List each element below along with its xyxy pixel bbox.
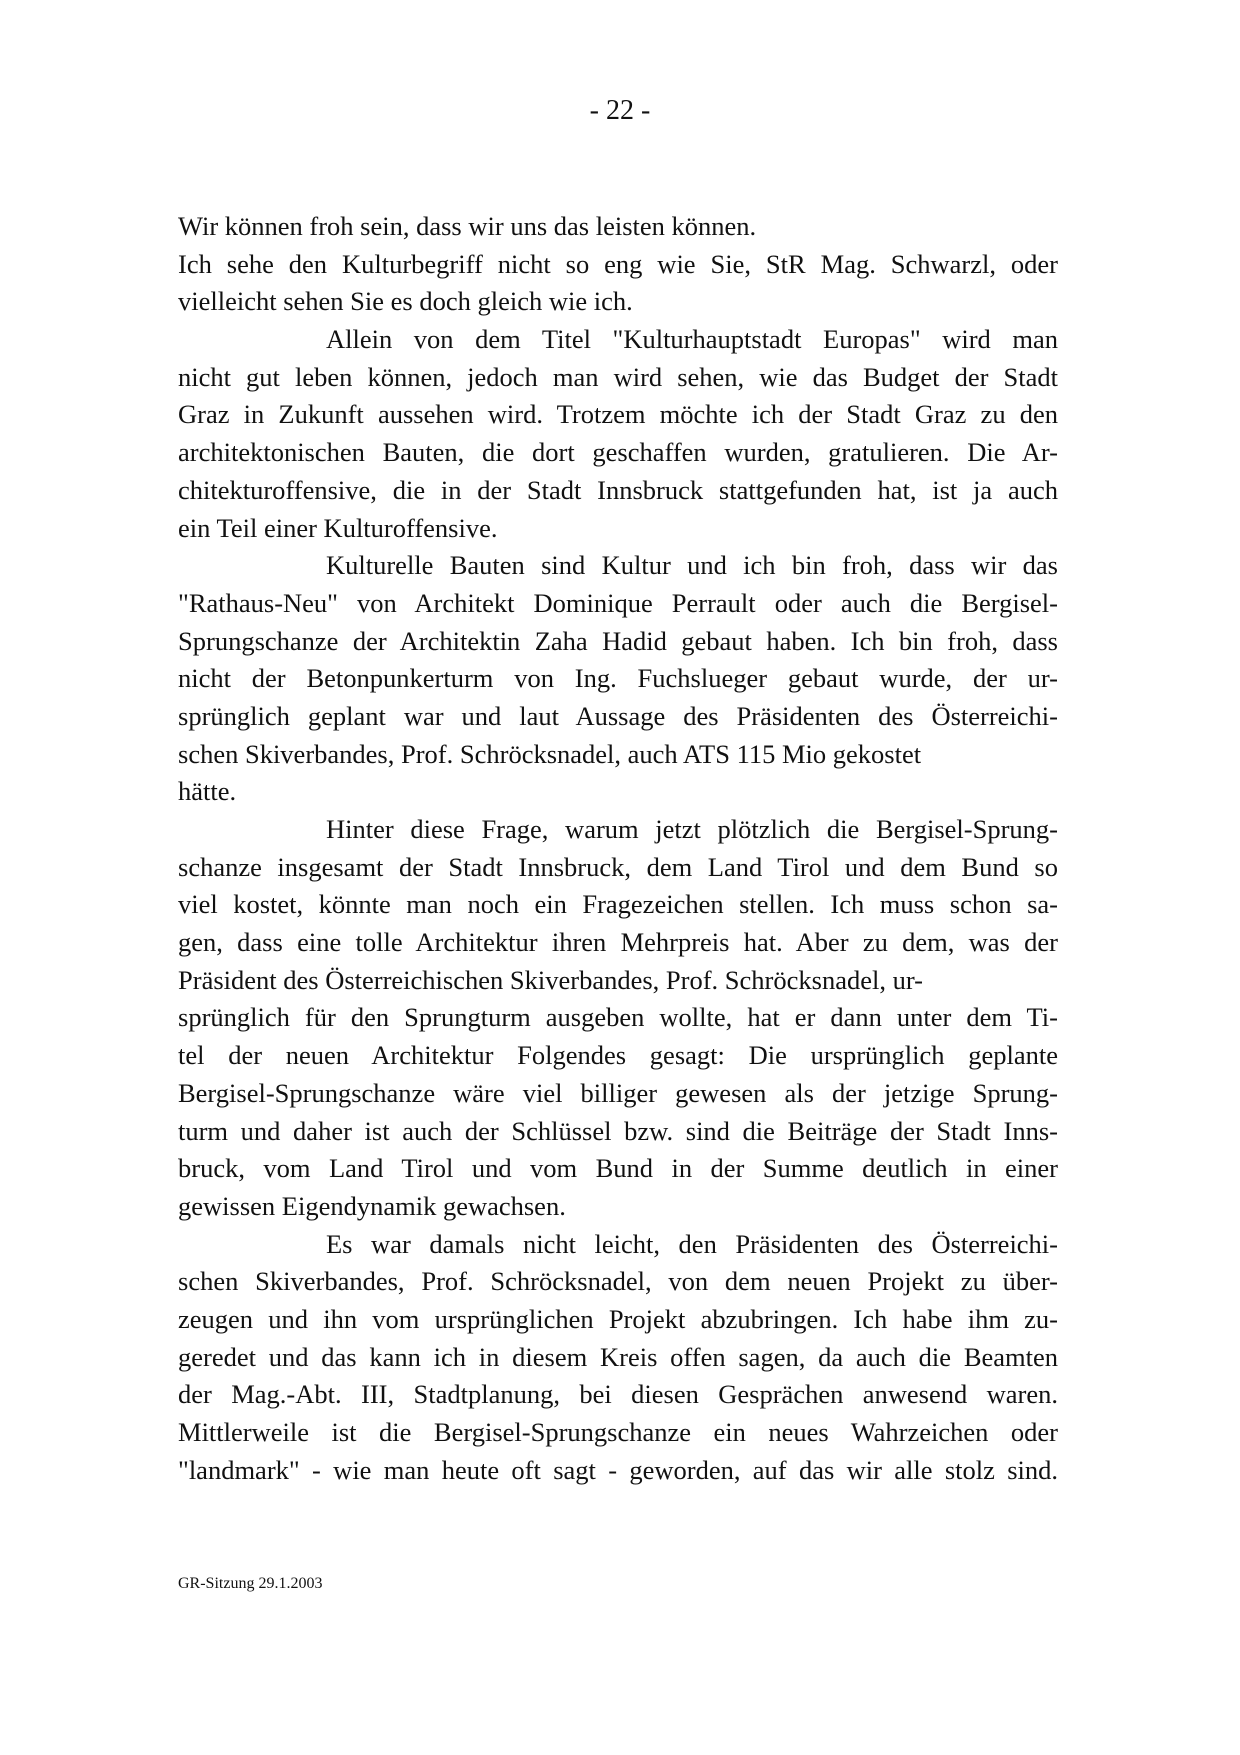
text-line: gen, dass eine tolle Architektur ihren Mehrpreis hat. Aber zu dem, was der (178, 927, 1058, 958)
text-line: Kulturelle Bauten sind Kultur und ich bin froh, dass wir das (326, 550, 1058, 581)
text-line: hätte. (178, 776, 237, 807)
text-line: architektonischen Bauten, die dort geschaffen wurden, gratulieren. Die Ar- (178, 437, 1058, 468)
text-line: tel der neuen Architektur Folgendes gesagt: Die ursprünglich geplante (178, 1040, 1058, 1071)
text-line: turm und daher ist auch der Schlüssel bzw. sind die Beiträge der Stadt Inns- (178, 1115, 1058, 1146)
text-line: geredet und das kann ich in diesem Kreis offen sagen, da auch die Beamten (178, 1341, 1058, 1372)
text-line: ein Teil einer Kulturoffensive. (178, 512, 498, 543)
text-line: bruck, vom Land Tirol und vom Bund in der Summe deutlich in einer (178, 1153, 1058, 1184)
text-line: Mittlerweile ist die Bergisel-Sprungschanze ein neues Wahrzeichen oder (178, 1417, 1058, 1447)
text-line: "landmark" - wie man heute oft sagt - geworden, auf das wir alle stolz sind. (178, 1454, 1058, 1485)
text-line: chitekturoffensive, die in der Stadt Innsbruck stattgefunden hat, ist ja auch (178, 474, 1058, 505)
body-text (178, 208, 1058, 1489)
text-line: zeugen und ihn vom ursprünglichen Projekt abzubringen. Ich habe ihm zu- (178, 1303, 1058, 1334)
footer-session-date: GR-Sitzung 29.1.2003 (178, 1575, 323, 1592)
text-line: Hinter diese Frage, warum jetzt plötzlich die Bergisel-Sprung- (326, 814, 1058, 844)
text-line: viel kostet, könnte man noch ein Fragezeichen stellen. Ich muss schon sa- (178, 889, 1058, 920)
text-line: Sprungschanze der Architektin Zaha Hadid gebaut haben. Ich bin froh, dass (178, 625, 1058, 656)
text-line: schen Skiverbandes, Prof. Schröcksnadel, auch ATS 115 Mio gekostet (178, 738, 922, 769)
text-line: sprünglich geplant war und laut Aussage des Präsidenten des Österreichi- (178, 700, 1058, 731)
text-line: Bergisel-Sprungschanze wäre viel billiger gewesen als der jetzige Sprung- (178, 1077, 1058, 1108)
text-line: gewissen Eigendynamik gewachsen. (178, 1190, 566, 1221)
text-line: vielleicht sehen Sie es doch gleich wie ich. (178, 286, 633, 317)
text-line: schen Skiverbandes, Prof. Schröcksnadel, von dem neuen Projekt zu über- (178, 1266, 1058, 1297)
text-line: Allein von dem Titel "Kulturhauptstadt Europas" wird man (326, 324, 1058, 355)
text-line: Ich sehe den Kulturbegriff nicht so eng wie Sie, StR Mag. Schwarzl, oder (178, 248, 1058, 279)
text-line: der Mag.-Abt. III, Stadtplanung, bei diesen Gesprächen anwesend waren. (178, 1379, 1058, 1410)
text-line: Graz in Zukunft aussehen wird. Trotzem möchte ich der Stadt Graz zu den (178, 399, 1058, 430)
text-line: nicht der Betonpunkerturm von Ing. Fuchslueger gebaut wurde, der ur- (178, 663, 1058, 694)
text-line: nicht gut leben können, jedoch man wird sehen, wie das Budget der Stadt (178, 361, 1058, 392)
text-line: schanze insgesamt der Stadt Innsbruck, dem Land Tirol und dem Bund so (178, 851, 1058, 882)
text-line: Wir können froh sein, dass wir uns das leisten können. (178, 211, 757, 241)
text-line: "Rathaus-Neu" von Architekt Dominique Perrault oder auch die Bergisel- (178, 587, 1058, 618)
text-line: Es war damals nicht leicht, den Präsidenten des Österreichi- (326, 1228, 1058, 1259)
text-line: Präsident des Österreichischen Skiverbandes, Prof. Schröcksnadel, ur- (178, 964, 923, 995)
page-number: - 22 - (589, 95, 651, 126)
text-line: sprünglich für den Sprungturm ausgeben wollte, hat er dann unter dem Ti- (178, 1002, 1058, 1033)
